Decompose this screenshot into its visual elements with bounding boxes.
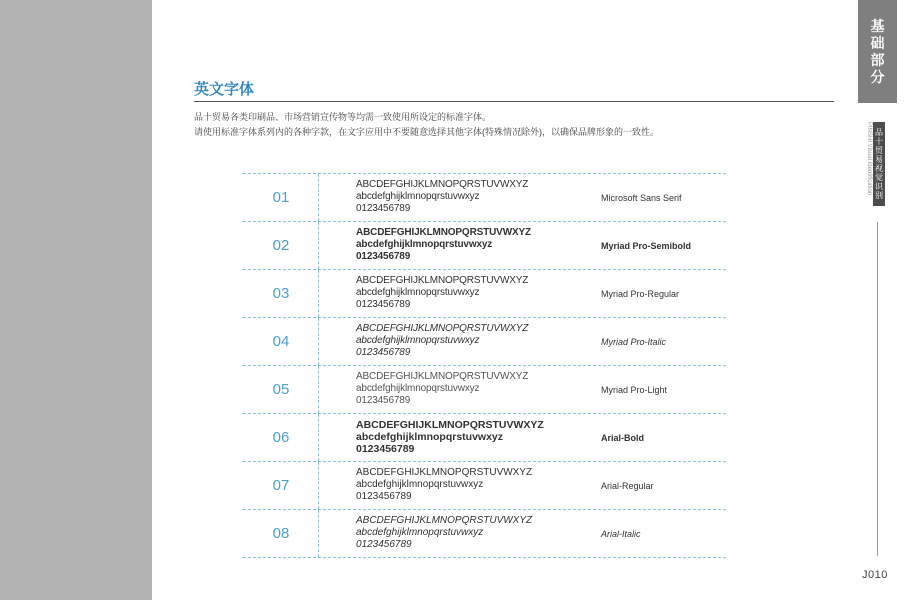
font-table bbox=[243, 173, 726, 558]
sample-lowercase: abcdefghijklmnopqrstuvwxyz bbox=[356, 239, 493, 250]
sample-lowercase: abcdefghijklmnopqrstuvwxyz bbox=[356, 383, 480, 394]
font-row bbox=[243, 510, 726, 558]
column-divider bbox=[318, 270, 319, 317]
sample-uppercase: ABCDEFGHIJKLMNOPQRSTUVWXYZ bbox=[356, 467, 533, 478]
column-divider bbox=[318, 318, 319, 365]
column-divider bbox=[318, 462, 319, 509]
font-name: Myriad Pro-Light bbox=[601, 384, 668, 395]
column-divider bbox=[318, 366, 319, 413]
font-name: Myriad Pro-Regular bbox=[601, 288, 680, 299]
font-sample bbox=[356, 515, 532, 551]
section-title-char: 础 bbox=[870, 34, 885, 51]
font-name: Myriad Pro-Italic bbox=[601, 336, 667, 347]
font-number: 08 bbox=[272, 525, 290, 542]
sample-uppercase: ABCDEFGHIJKLMNOPQRSTUVWXYZ bbox=[356, 323, 529, 334]
sample-uppercase: ABCDEFGHIJKLMNOPQRSTUVWXYZ bbox=[356, 515, 533, 526]
font-number: 02 bbox=[272, 237, 290, 254]
font-sample bbox=[356, 227, 531, 263]
column-divider bbox=[318, 414, 319, 461]
font-number: 05 bbox=[272, 381, 290, 398]
intro-text bbox=[194, 110, 659, 140]
sample-lowercase: abcdefghijklmnopqrstuvwxyz bbox=[356, 431, 504, 443]
intro-line: 请使用标准字体系列内的各种字款，在文字应用中不要随意选择其他字体(特殊情况除外)，以确保品牌形象的一致性。 bbox=[194, 127, 659, 137]
font-name: Arial-Bold bbox=[601, 432, 645, 443]
page-title: 英文字体 bbox=[194, 81, 255, 98]
sample-uppercase: ABCDEFGHIJKLMNOPQRSTUVWXYZ bbox=[356, 179, 529, 190]
sample-digits: 0123456789 bbox=[356, 251, 411, 262]
page-number: J010 bbox=[862, 569, 888, 581]
font-sample bbox=[356, 323, 528, 359]
sample-digits: 0123456789 bbox=[356, 539, 412, 550]
sample-uppercase: ABCDEFGHIJKLMNOPQRSTUVWXYZ bbox=[356, 371, 529, 382]
font-sample bbox=[356, 179, 528, 215]
font-row bbox=[243, 366, 726, 414]
sample-lowercase: abcdefghijklmnopqrstuvwxyz bbox=[356, 479, 484, 490]
font-sample bbox=[356, 371, 528, 407]
font-name: Microsoft Sans Serif bbox=[601, 192, 682, 203]
font-row bbox=[243, 462, 726, 510]
sample-uppercase: ABCDEFGHIJKLMNOPQRSTUVWXYZ bbox=[356, 227, 531, 238]
sample-digits: 0123456789 bbox=[356, 203, 411, 214]
sample-lowercase: abcdefghijklmnopqrstuvwxyz bbox=[356, 191, 480, 202]
section-title-char: 分 bbox=[870, 68, 885, 85]
sample-lowercase: abcdefghijklmnopqrstuvwxyz bbox=[356, 287, 480, 298]
font-row bbox=[243, 222, 726, 270]
font-sample bbox=[356, 467, 532, 503]
font-sample bbox=[356, 419, 544, 455]
column-divider bbox=[318, 174, 319, 221]
sample-lowercase: abcdefghijklmnopqrstuvwxyz bbox=[356, 527, 484, 538]
sample-uppercase: ABCDEFGHIJKLMNOPQRSTUVWXYZ bbox=[356, 275, 529, 286]
sample-digits: 0123456789 bbox=[356, 443, 415, 455]
title-divider bbox=[194, 101, 834, 102]
subtitle-english: PINSHI Visual Identification bbox=[866, 122, 872, 196]
font-row bbox=[243, 318, 726, 366]
font-number: 04 bbox=[272, 333, 290, 350]
font-name: Arial-Regular bbox=[601, 480, 654, 491]
font-row bbox=[243, 270, 726, 318]
column-divider bbox=[318, 222, 319, 269]
section-title-box bbox=[858, 0, 897, 103]
font-number: 01 bbox=[272, 189, 290, 206]
sample-digits: 0123456789 bbox=[356, 299, 411, 310]
section-title-char: 基 bbox=[870, 17, 885, 34]
sample-digits: 0123456789 bbox=[356, 395, 411, 406]
sample-digits: 0123456789 bbox=[356, 491, 412, 502]
font-number: 06 bbox=[272, 429, 290, 446]
subtitle-chinese: 品十贸易视觉识别 bbox=[873, 122, 885, 206]
column-divider bbox=[318, 510, 319, 557]
section-title-char: 部 bbox=[870, 51, 885, 68]
sidebar-divider-line bbox=[877, 222, 878, 556]
left-gray-panel bbox=[0, 0, 152, 600]
font-row bbox=[243, 414, 726, 462]
sample-uppercase: ABCDEFGHIJKLMNOPQRSTUVWXYZ bbox=[356, 419, 544, 431]
font-number: 07 bbox=[272, 477, 290, 494]
sample-digits: 0123456789 bbox=[356, 347, 411, 358]
font-name: Myriad Pro-Semibold bbox=[601, 240, 692, 251]
font-number: 03 bbox=[272, 285, 290, 302]
font-sample bbox=[356, 275, 528, 311]
sample-lowercase: abcdefghijklmnopqrstuvwxyz bbox=[356, 335, 480, 346]
font-row bbox=[243, 174, 726, 222]
intro-line: 品十贸易各类印刷品、市场营销宣传物等均需一致使用所设定的标准字体。 bbox=[194, 112, 492, 122]
font-name: Arial-Italic bbox=[601, 528, 641, 539]
